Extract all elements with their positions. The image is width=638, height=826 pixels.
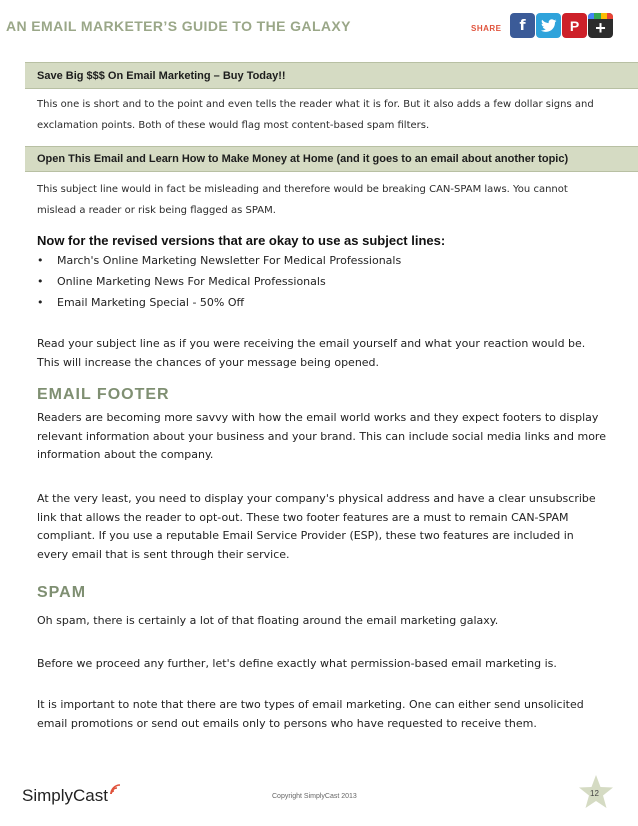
revised-list [37,250,401,313]
simplycast-logo [22,786,123,806]
list-item [37,292,401,313]
google-plus-share-button[interactable] [588,13,613,38]
page-number: 12 [590,789,599,798]
pinterest-icon: P [569,17,580,34]
email-footer-paragraph: At the very least, you need to display your company's physical address and have a clear unsubscribe link that allows the reader to opt-out. These two footer features are a must to remain CAN-SPAM compliant. If you use a reputable Email Service Provider (ESP), these two features are included in every email that is sent through their service. [37,492,596,561]
example-subject-bar [25,62,638,89]
copyright-text: Copyright SimplyCast 2013 [272,793,357,800]
signal-wave-icon [109,782,123,796]
email-footer-heading: EMAIL FOOTER [37,386,170,403]
list-item-text: Email Marketing Special - 50% Off [57,296,245,309]
facebook-share-button[interactable] [510,13,535,38]
closing-paragraph: Read your subject line as if you were receiving the email yourself and what your reaction would be. This will increase the chances of your message being opened. [37,337,586,369]
spam-paragraph: Before we proceed any further, let's define exactly what permission-based email marketing is. [37,657,557,670]
list-item [37,250,401,271]
logo-text: SimplyCast [22,786,108,805]
list-item-text: March's Online Marketing Newsletter For Medical Professionals [57,254,402,267]
share-label: SHARE [471,24,502,33]
list-item-text: Online Marketing News For Medical Professionals [57,275,326,288]
twitter-share-button[interactable] [536,13,561,38]
email-footer-paragraph: Readers are becoming more savvy with how the email world works and they expect footers to display relevant information about your business and your brand. This can include social media links and more information about the company. [37,411,606,461]
facebook-icon: f [519,17,526,34]
list-item [37,271,401,292]
twitter-bird-icon [541,19,557,33]
header-title: AN EMAIL MARKETER’S GUIDE TO THE GALAXY [6,18,351,34]
pinterest-share-button[interactable] [562,13,587,38]
bullet-icon: • [37,275,44,288]
spam-heading: SPAM [37,584,87,601]
spam-paragraph: It is important to note that there are two types of email marketing. One can either send unsolicited email promotions or send out emails only to persons who have requested to receive them. [37,698,584,730]
bullet-icon: • [37,254,44,267]
revised-heading: Now for the revised versions that are okay to use as subject lines: [37,233,446,248]
example-subject-text: Save Big $$$ On Email Marketing – Buy Today!! [37,69,286,82]
example-explanation: This one is short and to the point and even tells the reader what it is for. But it also adds a few dollar signs and exclamation points. Both of these would flag most content-based spam filters. [37,99,594,131]
example-explanation: This subject line would in fact be misleading and therefore would be breaking CAN-SPAM laws. You cannot mislead a reader or risk being flagged as SPAM. [37,184,568,216]
spam-paragraph: Oh spam, there is certainly a lot of that floating around the email marketing galaxy. [37,614,499,627]
example-subject-text: Open This Email and Learn How to Make Money at Home (and it goes to an email about another topic) [37,153,569,165]
example-subject-bar [25,146,638,172]
google-plus-icon: + [595,18,606,38]
bullet-icon: • [37,296,44,309]
